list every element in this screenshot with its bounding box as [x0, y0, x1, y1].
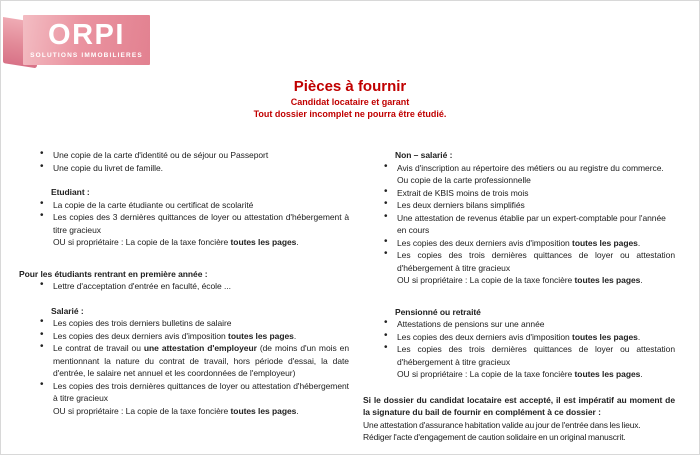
item-text: • Les copies des trois dernières quittances de loyer ou attestation d'hébergement à titre gracieux: [53, 380, 349, 403]
ribbon-band: [23, 15, 150, 65]
item-continuation: [397, 368, 675, 381]
list-item-tax-notices: [383, 237, 675, 250]
section-heading-premiere-annee: Pour les étudiants rentrant en première année :: [19, 268, 208, 279]
item-continuation: [53, 236, 349, 249]
item-text: OU si propriétaire : La copie de la taxe foncière: [53, 405, 231, 416]
non-salarie-list: [363, 162, 675, 287]
item-text: Lettre d'acceptation d'entrée en faculté, école ...: [53, 281, 231, 291]
item-text: La copie de la carte étudiante ou certificat de scolarité: [53, 199, 254, 210]
section-heading-pensionne: Pensionné ou retraité: [395, 306, 481, 317]
page-title: Pièces à fournir: [293, 78, 407, 95]
section-heading-non-salarie: Non – salarié :: [395, 150, 453, 160]
item-text: .: [296, 405, 299, 416]
item-continuation: Ou copie de la carte professionnelle: [397, 175, 531, 185]
item-text-bold: toutes les pages: [230, 405, 297, 416]
list-item-family-book: [39, 162, 349, 175]
right-column: [363, 149, 675, 444]
list-item-student-card: [39, 199, 349, 212]
list-item-work-contract: [39, 342, 349, 380]
item-text: Les copies des deux derniers avis d'imposition: [397, 237, 573, 248]
logo-brand-text: ORPI: [48, 19, 125, 51]
item-text: • Le contrat de travail ou une attestation d'employeur (de moins d'un mois en mentionnant la nature du contrat de travail, hors période d'essai, la date d'entrée, le salaire net annuel et les coordonnées de l'employeur): [53, 343, 349, 378]
list-item-tax-notices: [383, 331, 675, 344]
list-item-rent-receipts: [39, 380, 349, 418]
item-text: .: [293, 330, 297, 341]
item-text: .: [640, 369, 643, 379]
item-text: Les copies des deux derniers avis d'imposition: [397, 331, 573, 342]
document-header: [1, 77, 699, 120]
item-text: .: [296, 237, 299, 247]
identity-documents-list: [19, 149, 349, 174]
item-text-bold: toutes les pages: [574, 369, 641, 379]
item-text: OU si propriétaire : La copie de la taxe foncière: [397, 275, 575, 285]
list-item-pay-slips: [39, 317, 349, 330]
item-text-bold: toutes les pages: [230, 237, 297, 247]
list-item-income-certificate: [383, 212, 675, 237]
list-item-rent-receipts: [383, 249, 675, 287]
item-text: Extrait de KBIS moins de trois mois: [397, 187, 529, 198]
item-text: Les deux derniers bilans simplifiés: [397, 200, 525, 210]
item-text-bold: toutes les pages: [572, 331, 638, 342]
list-item-tax-notices: [39, 330, 349, 343]
list-item-rent-receipts: [39, 211, 349, 249]
item-text: Les copies des deux derniers avis d'imposition: [53, 330, 229, 341]
item-text-bold: une attestation d'employeur: [143, 343, 257, 353]
item-text: Une copie du livret de famille.: [53, 162, 163, 173]
item-text: • Avis d'inscription au répertoire des métiers ou au registre du commerce.: [397, 162, 664, 173]
item-text: • Les copies des trois dernières quittances de loyer ou attestation d'hébergement à titre gracieux: [397, 344, 675, 367]
item-continuation: [53, 405, 349, 418]
list-item-acceptance-letter: [39, 280, 349, 293]
left-column: [19, 149, 349, 417]
item-text: .: [637, 331, 641, 342]
section-heading-salarie: Salarié :: [51, 305, 84, 316]
premiere-annee-list: [19, 280, 349, 293]
item-text-bold: toutes les pages: [228, 330, 294, 341]
footer-caution-line: Rédiger l'acte d'engagement de caution solidaire en un original manuscrit.: [363, 432, 626, 442]
logo-tagline-text: SOLUTIONS IMMOBILIERES: [30, 52, 143, 59]
warning-note: Tout dossier incomplet ne pourra être étudié.: [253, 109, 447, 119]
item-text: Une attestation de revenus établie par un expert-comptable pour l'année en cours: [397, 212, 666, 235]
item-text: Les copies des trois derniers bulletins de salaire: [53, 318, 232, 328]
item-text: OU si propriétaire : La copie de la taxe foncière: [53, 237, 231, 247]
list-item-identity-card: [39, 149, 349, 162]
item-text-bold: toutes les pages: [574, 275, 641, 285]
etudiant-list: [19, 199, 349, 249]
item-text: Attestations de pensions sur une année: [397, 319, 545, 329]
item-text-bold: toutes les pages: [572, 237, 638, 248]
orpi-logo: [1, 7, 155, 71]
item-text: • Les copies des 3 dernières quittances de loyer ou attestation d'hébergement à titre gracieux: [53, 212, 349, 235]
list-item-trade-register: [383, 162, 675, 187]
acceptance-footer: [363, 394, 675, 444]
item-text: Une copie de la carte d'identité ou de séjour ou Passeport: [53, 150, 269, 160]
subtitle: Candidat locataire et garant: [290, 97, 410, 107]
item-continuation: [397, 274, 675, 287]
item-text: .: [640, 275, 643, 285]
list-item-rent-receipts: [383, 343, 675, 381]
item-text: .: [637, 237, 641, 248]
section-heading-etudiant: Etudiant :: [51, 187, 90, 197]
list-item-kbis: [383, 187, 675, 200]
item-text: OU si propriétaire : La copie de la taxe foncière: [397, 369, 575, 379]
footer-insurance-line: Une attestation d'assurance habitation valide au jour de l'entrée dans les lieux.: [363, 419, 641, 430]
footer-bold-text: Si le dossier du candidat locataire est accepté, il est impératif au moment de la signature du bail de fournir en complément à ce dossier :: [363, 394, 675, 417]
list-item-pension-certificates: [383, 318, 675, 331]
list-item-balance-sheets: [383, 199, 675, 212]
salarie-list: [19, 317, 349, 417]
pensionne-list: [363, 318, 675, 381]
item-text: • Les copies des trois dernières quittances de loyer ou attestation d'hébergement à titre gracieux: [397, 250, 675, 273]
